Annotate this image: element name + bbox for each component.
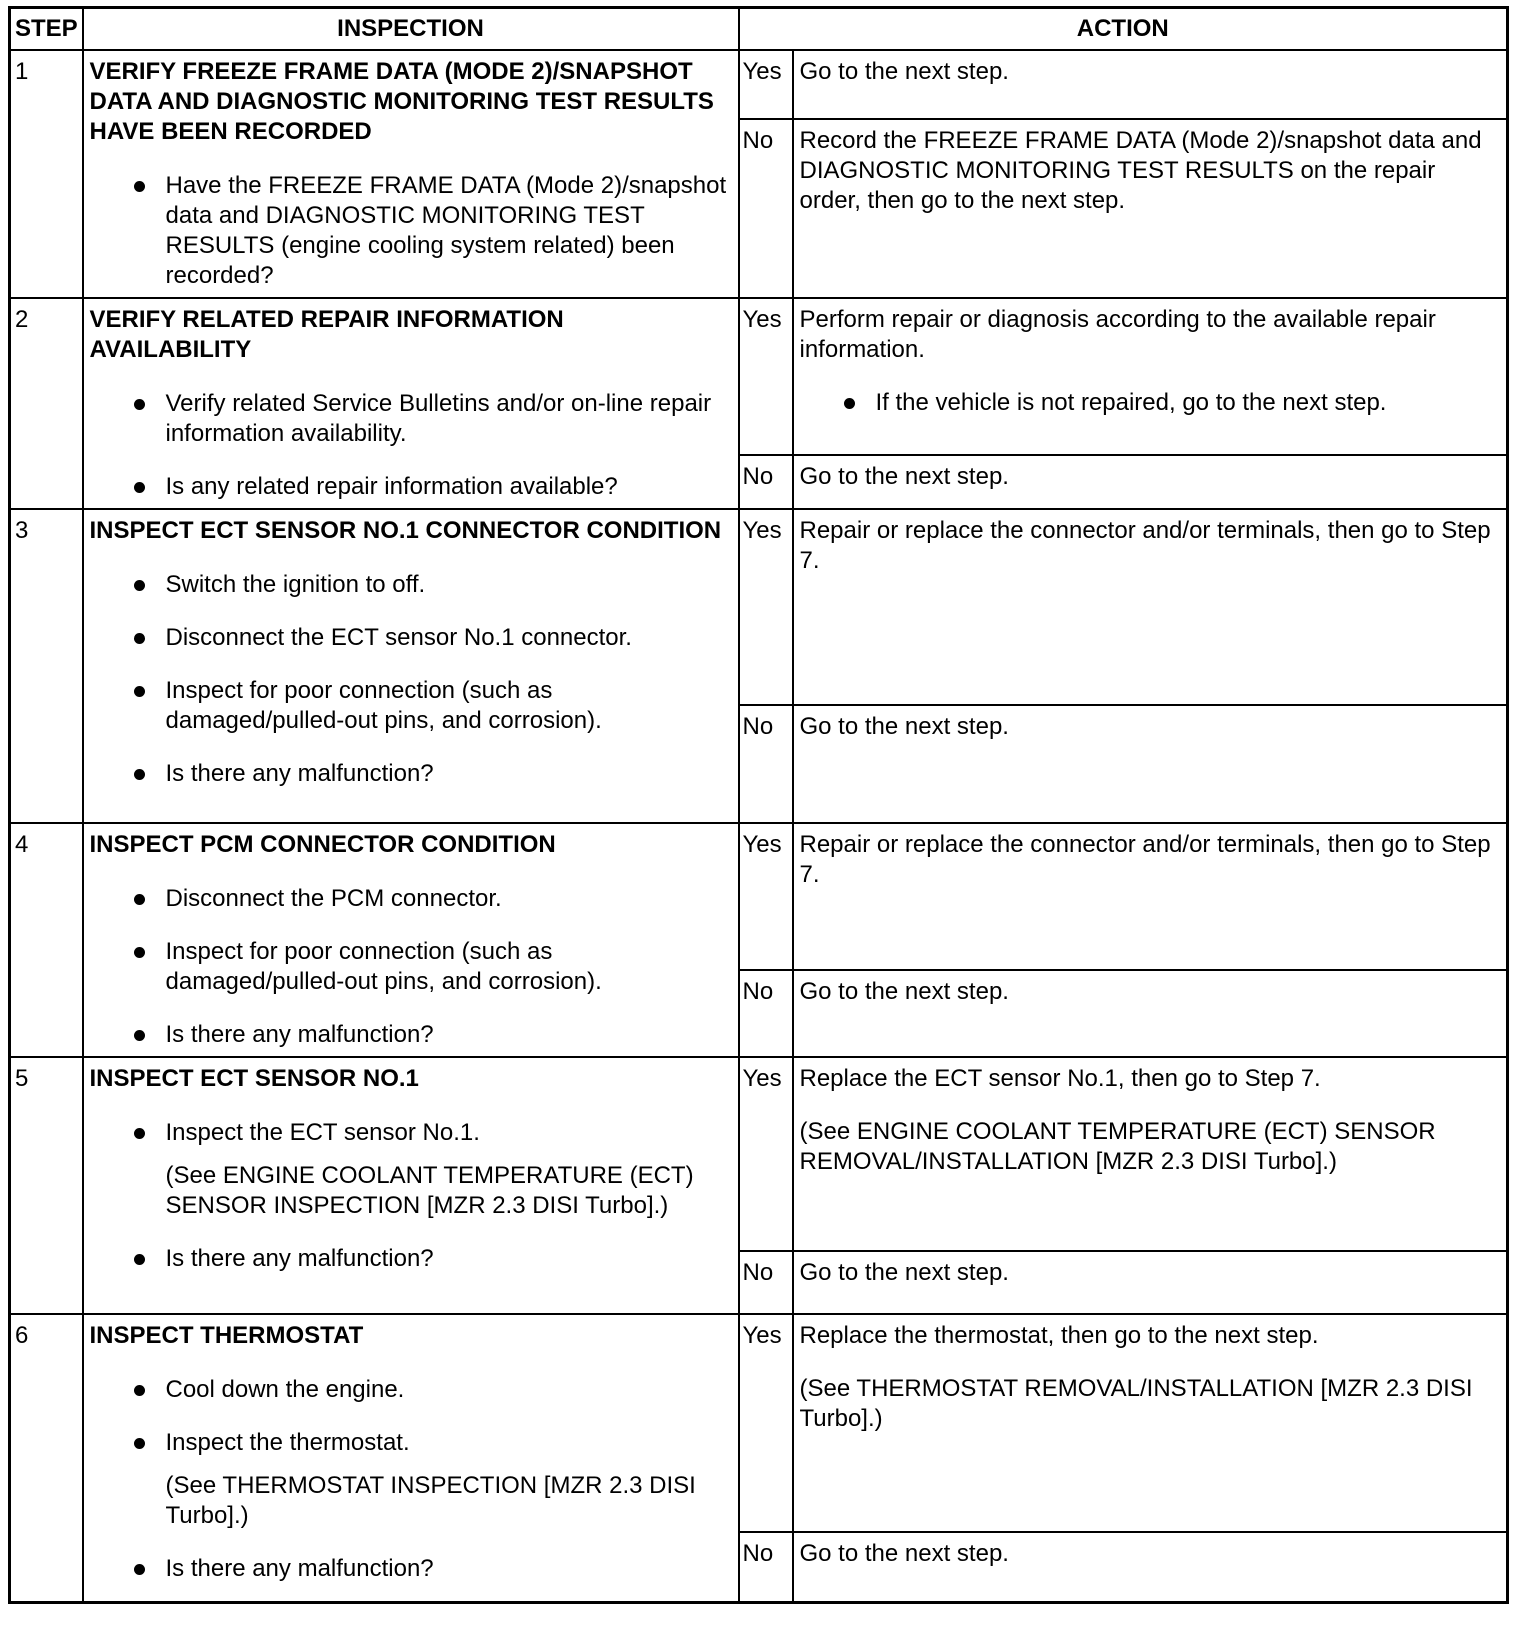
inspection-bullet: Disconnect the PCM connector. (90, 884, 730, 914)
no-label: No (739, 119, 793, 298)
inspection-bullet: Inspect for poor connection (such as damaged/pulled-out pins, and corrosion). (90, 937, 730, 997)
bullet-icon (134, 686, 145, 697)
step-6-yes-row (10, 1314, 1508, 1532)
inspection-bullet: Disconnect the ECT sensor No.1 connector. (90, 623, 730, 653)
no-label: No (739, 705, 793, 823)
action-note: (See ENGINE COOLANT TEMPERATURE (ECT) SENSOR REMOVAL/INSTALLATION [MZR 2.3 DISI Turbo].) (799, 1118, 1436, 1175)
yes-label: Yes (739, 298, 793, 455)
bullet-icon (134, 633, 145, 644)
no-label: No (739, 1251, 793, 1314)
bullet-icon (134, 181, 145, 192)
yes-action: Repair or replace the connector and/or terminals, then go to Step 7. (793, 823, 1508, 970)
inspection-title: VERIFY FREEZE FRAME DATA (MODE 2)/SNAPSHOT DATA AND DIAGNOSTIC MONITORING TEST RESULTS HAVE BEEN RECORDED (89, 58, 714, 145)
bullet-icon (134, 1438, 145, 1449)
bullet-icon (134, 1385, 145, 1396)
step-number: 4 (10, 823, 83, 1057)
inspection-note: (See ENGINE COOLANT TEMPERATURE (ECT) SENSOR INSPECTION [MZR 2.3 DISI Turbo].) (165, 1162, 694, 1219)
step-5-yes-row (10, 1057, 1508, 1251)
step-number: 1 (10, 50, 83, 298)
inspection-header: INSPECTION (83, 8, 739, 51)
yes-label: Yes (739, 1314, 793, 1532)
inspection-bullet: Inspect the thermostat. (90, 1428, 730, 1458)
inspection-bullet: Is there any malfunction? (90, 1020, 730, 1050)
step-1-yes-row (10, 50, 1508, 119)
diagnostic-procedure (8, 6, 1506, 1604)
no-action: Go to the next step. (793, 705, 1508, 823)
step-number: 5 (10, 1057, 83, 1314)
no-action: Go to the next step. (793, 970, 1508, 1058)
inspection-bullet: Have the FREEZE FRAME DATA (Mode 2)/snapshot data and DIAGNOSTIC MONITORING TEST RESULTS (engine cooling system related) been recorded? (90, 171, 730, 291)
inspection-title: INSPECT ECT SENSOR NO.1 CONNECTOR CONDITION (89, 517, 722, 544)
inspection-bullet: Is there any malfunction? (90, 759, 730, 789)
step-number: 3 (10, 509, 83, 823)
step-2-inspection (83, 298, 739, 509)
bullet-icon (134, 1254, 145, 1265)
step-number: 2 (10, 298, 83, 509)
action-bullet: If the vehicle is not repaired, go to the next step. (800, 388, 1499, 418)
yes-label: Yes (739, 50, 793, 119)
no-action: Go to the next step. (793, 1251, 1508, 1314)
step-2-yes-row (10, 298, 1508, 455)
yes-action: Repair or replace the connector and/or terminals, then go to Step 7. (793, 509, 1508, 705)
bullet-icon (134, 482, 145, 493)
yes-label: Yes (739, 1057, 793, 1251)
no-action: Go to the next step. (793, 455, 1508, 509)
inspection-bullet: Verify related Service Bulletins and/or on-line repair information availability. (90, 389, 730, 449)
yes-action: Perform repair or diagnosis according to the available repair information. If the vehicle is not repaired, go to the next step. (793, 298, 1508, 455)
yes-action: Go to the next step. (793, 50, 1508, 119)
inspection-bullet: Is there any malfunction? (90, 1554, 730, 1584)
bullet-icon (134, 580, 145, 591)
inspection-bullet: Inspect the ECT sensor No.1. (90, 1118, 730, 1148)
step-3-yes-row (10, 509, 1508, 705)
inspection-bullet: Is any related repair information available? (90, 472, 730, 502)
inspection-bullet: Is there any malfunction? (90, 1244, 730, 1274)
inspection-title: INSPECT PCM CONNECTOR CONDITION (89, 831, 556, 858)
yes-label: Yes (739, 823, 793, 970)
bullet-icon (134, 769, 145, 780)
step-6-inspection (83, 1314, 739, 1603)
bullet-icon (134, 894, 145, 905)
no-label: No (739, 1532, 793, 1603)
bullet-icon (134, 1030, 145, 1041)
yes-label: Yes (739, 509, 793, 705)
no-action: Go to the next step. (793, 1532, 1508, 1603)
bullet-icon (134, 947, 145, 958)
yes-action: Replace the thermostat, then go to the next step. (See THERMOSTAT REMOVAL/INSTALLATION [MZR 2.3 DISI Turbo].) (793, 1314, 1508, 1532)
inspection-title: INSPECT ECT SENSOR NO.1 (89, 1065, 419, 1092)
bullet-icon (844, 398, 855, 409)
no-action: Record the FREEZE FRAME DATA (Mode 2)/snapshot data and DIAGNOSTIC MONITORING TEST RESULTS on the repair order, then go to the next step. (793, 119, 1508, 298)
no-label: No (739, 455, 793, 509)
yes-action: Replace the ECT sensor No.1, then go to Step 7. (See ENGINE COOLANT TEMPERATURE (ECT) SENSOR REMOVAL/INSTALLATION [MZR 2.3 DISI Turbo].) (793, 1057, 1508, 1251)
diagnostic-table (8, 6, 1509, 1604)
bullet-icon (134, 1564, 145, 1575)
inspection-title: INSPECT THERMOSTAT (89, 1322, 364, 1349)
action-note: (See THERMOSTAT REMOVAL/INSTALLATION [MZR 2.3 DISI Turbo].) (799, 1375, 1473, 1432)
inspection-bullet: Cool down the engine. (90, 1375, 730, 1405)
step-header: STEP (10, 8, 83, 51)
step-number: 6 (10, 1314, 83, 1603)
inspection-note: (See THERMOSTAT INSPECTION [MZR 2.3 DISI Turbo].) (165, 1472, 696, 1529)
inspection-bullet: Inspect for poor connection (such as damaged/pulled-out pins, and corrosion). (90, 676, 730, 736)
step-4-inspection (83, 823, 739, 1057)
bullet-icon (134, 1128, 145, 1139)
step-5-inspection (83, 1057, 739, 1314)
bullet-icon (134, 399, 145, 410)
step-3-inspection (83, 509, 739, 823)
action-header: ACTION (739, 8, 1508, 51)
step-4-yes-row (10, 823, 1508, 970)
no-label: No (739, 970, 793, 1058)
inspection-bullet: Switch the ignition to off. (90, 570, 730, 600)
inspection-title: VERIFY RELATED REPAIR INFORMATION AVAILABILITY (89, 306, 564, 363)
step-1-inspection (83, 50, 739, 298)
header-row (10, 8, 1508, 51)
